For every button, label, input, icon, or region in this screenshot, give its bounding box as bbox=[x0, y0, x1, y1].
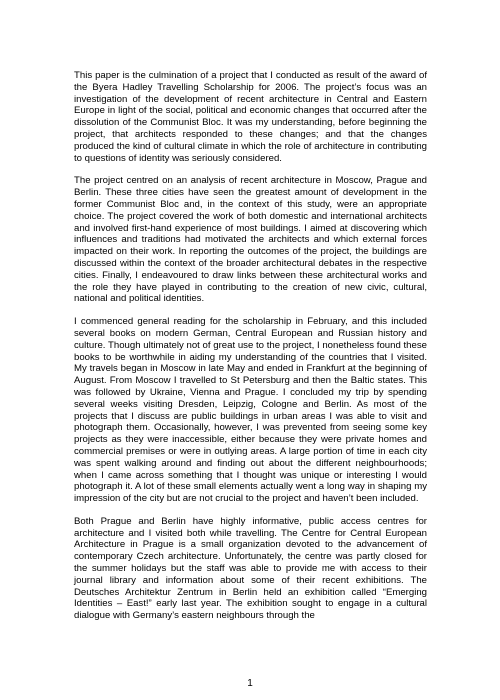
paragraph-2: The project centred on an analysis of recent architecture in Moscow, Prague and Berlin. These three cities have seen the greatest amount of development in the former Communist Bloc and, in the context of this study, were an appropriate choice. The project covered the work of both domestic and international architects and involved first-hand experience of most buildings. I aimed at discovering which influences and traditions had motivated the architects and which external forces impacted on their work. In reporting the outcomes of the project, the buildings are discussed within the context of the broader architectural debates in the respective cities. Finally, I endeavoured to draw links between these architectural works and the role they have played in contributing to the creation of new civic, cultural, national and political identities. bbox=[74, 175, 427, 305]
page-number: 1 bbox=[247, 678, 253, 689]
paragraph-4: Both Prague and Berlin have highly informative, public access centres for architecture and I visited both while travelling. The Centre for Central European Architecture in Prague is a small organization devoted to the advancement of contemporary Czech architecture. Unfortunately, the centre was partly closed for the summer holidays but the staff was able to provide me with access to their journal library and information about some of their recent exhibitions. The Deutsches Architektur Zentrum in Berlin held an exhibition called “Emerging Identities – East!” early last year. The exhibition sought to engage in a cultural dialogue with Germany’s eastern neighbours through the bbox=[74, 515, 427, 622]
body-text bbox=[74, 70, 427, 633]
paragraph-1: This paper is the culmination of a project that I conducted as result of the award of the Byera Hadley Travelling Scholarship for 2006. The project’s focus was an investigation of the development of recent architecture in Central and Eastern Europe in light of the social, political and economic changes that occurred after the dissolution of the Communist Bloc. It was my understanding, before beginning the project, that architects responded to these changes; and that the changes produced the kind of cultural climate in which the role of architecture in contributing to questions of identity was seriously considered. bbox=[74, 70, 427, 164]
paragraph-3: I commenced general reading for the scholarship in February, and this included several books on modern German, Central European and Russian history and culture. Though ultimately not of great use to the project, I nonetheless found these books to be worthwhile in aiding my understanding of the countries that I visited. My travels began in Moscow in late May and ended in Frankfurt at the beginning of August. From Moscow I travelled to St Petersburg and then the Baltic states. This was followed by Ukraine, Vienna and Prague. I concluded my trip by spending several weeks visiting Dresden, Leipzig, Cologne and Berlin. As most of the projects that I discuss are public buildings in urban areas I was able to visit and photograph them. Occasionally, however, I was prevented from seeing some key projects as they were inaccessible, either because they were private homes and commercial premises or were in outlying areas. A large portion of time in each city was spent walking around and finding out about the different neighbourhoods; when I came across something that I thought was unique or interesting I would photograph it. A lot of these small elements actually went a long way in shaping my impression of the city but are not crucial to the project and haven’t been included. bbox=[74, 316, 427, 505]
